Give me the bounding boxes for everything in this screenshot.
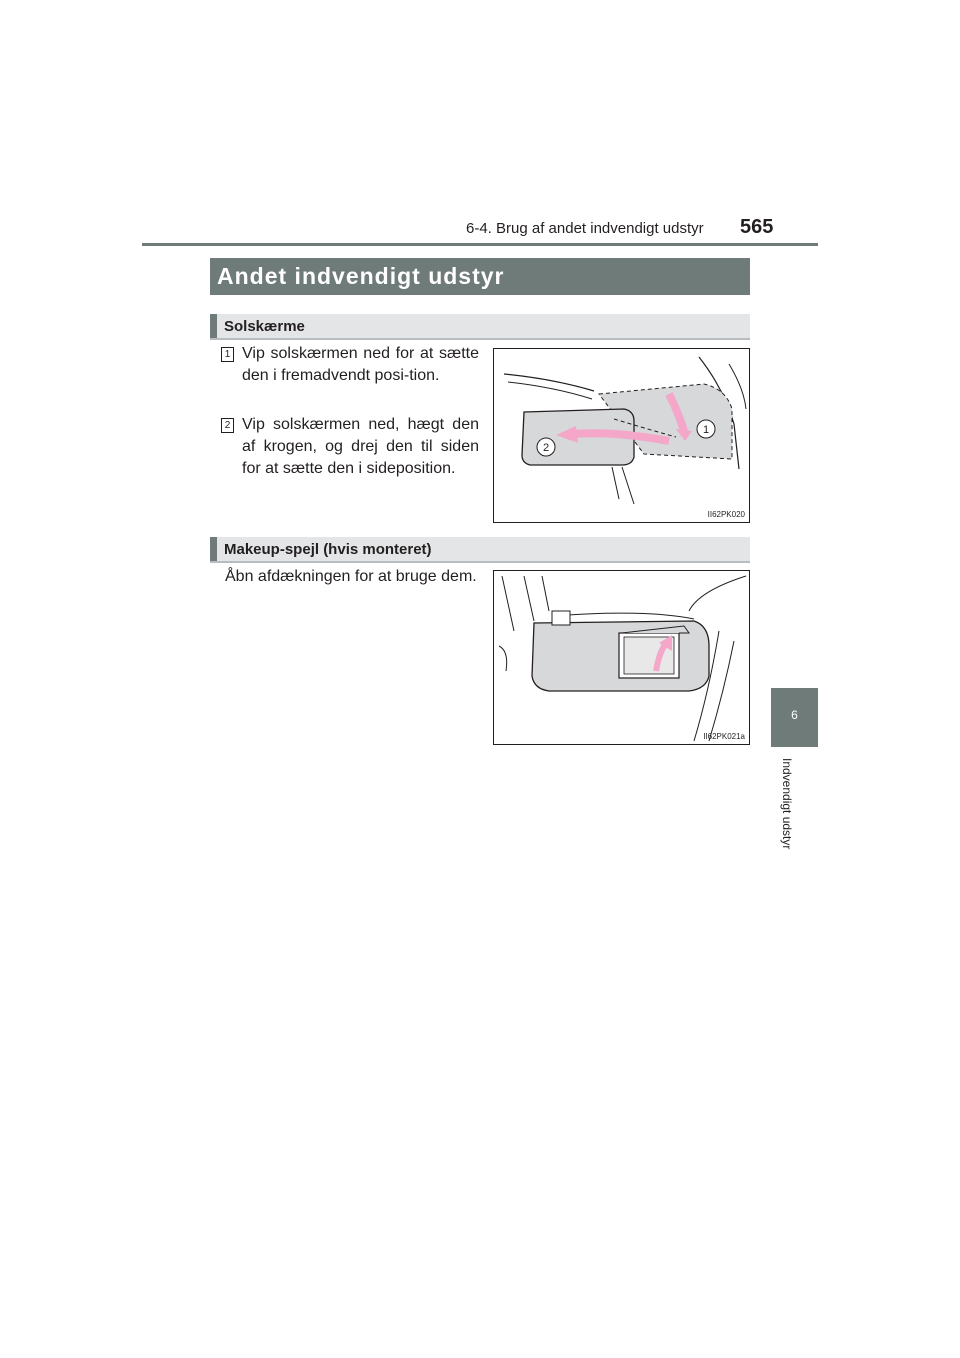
step-text: Vip solskærmen ned for at sætte den i fremadvendt posi-tion. <box>242 345 479 384</box>
step-number-badge: 1 <box>221 347 234 362</box>
chapter-number: 6 <box>791 708 798 722</box>
step-number-badge: 2 <box>221 418 234 433</box>
section-heading-bar <box>210 537 750 563</box>
page-number: 565 <box>740 216 774 238</box>
section-heading: Solskærme <box>224 317 305 335</box>
header-rule <box>142 243 818 246</box>
callout-label: 1 <box>702 424 710 436</box>
section-heading-bar <box>210 314 750 340</box>
makeup-mirror-drawing <box>494 571 749 744</box>
callout-label: 2 <box>542 442 550 454</box>
page-title-bar <box>210 258 750 295</box>
sun-visor-illustration <box>493 348 750 523</box>
figure-code: II62PK021a <box>703 732 745 741</box>
section-heading: Makeup-spejl (hvis monteret) <box>224 540 432 558</box>
sun-visor-drawing <box>494 349 749 522</box>
header-section-title: 6-4. Brug af andet indvendigt udstyr <box>466 220 704 237</box>
heading-accent <box>210 537 217 561</box>
heading-accent <box>210 314 217 338</box>
figure-code: II62PK020 <box>707 510 745 519</box>
chapter-label: Indvendigt udstyr <box>780 758 794 850</box>
step-text: Vip solskærmen ned, hægt den af krogen, og drej den til siden for at sætte den i sideposition. <box>242 416 479 477</box>
body-text: Åbn afdækningen for at bruge dem. <box>225 568 477 585</box>
page-title: Andet indvendigt udstyr <box>217 263 505 289</box>
makeup-mirror-illustration <box>493 570 750 745</box>
